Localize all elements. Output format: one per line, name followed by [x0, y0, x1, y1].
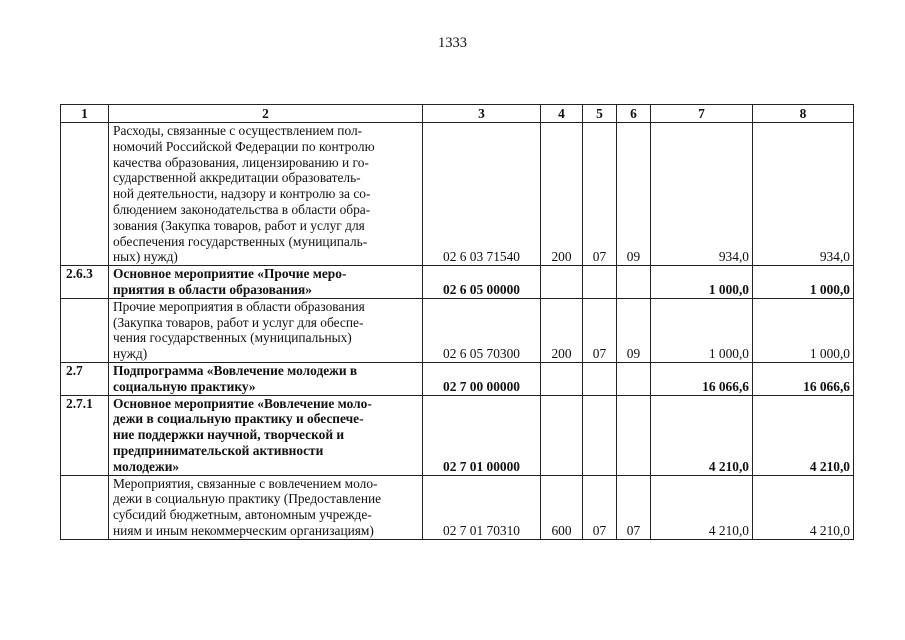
row-number: 2.6.3 — [61, 266, 109, 299]
table-row — [61, 123, 854, 266]
row-name — [109, 475, 423, 539]
name-line: качества образования, лицензированию и го- — [113, 154, 369, 170]
amount-col7: 4 210,0 — [651, 475, 753, 539]
amount-col7: 1 000,0 — [651, 298, 753, 362]
row-number — [61, 298, 109, 362]
name-line: дежи в социальную практику и обеспече- — [113, 411, 364, 427]
row-number: 2.7.1 — [61, 395, 109, 475]
header-cell: 6 — [617, 105, 651, 123]
name-line: молодежи» — [113, 458, 180, 474]
name-line: ной деятельности, надзору и контролю за со- — [113, 186, 371, 202]
name-line: социальную практику» — [113, 378, 256, 394]
section-code — [583, 395, 617, 475]
name-line: сударственной аккредитации образователь- — [113, 170, 361, 186]
amount-col7: 16 066,6 — [651, 362, 753, 395]
target-code: 02 7 00 00000 — [423, 362, 541, 395]
subsection-code: 09 — [617, 123, 651, 266]
name-line: номочий Российской Федерации по контролю — [113, 138, 375, 154]
table-row — [61, 475, 854, 539]
name-line: Основное мероприятие «Вовлечение моло- — [113, 395, 372, 411]
row-name — [109, 298, 423, 362]
amount-col7: 4 210,0 — [651, 395, 753, 475]
row-name — [109, 395, 423, 475]
name-line: Основное мероприятие «Прочие меро- — [113, 266, 347, 282]
amount-col8: 4 210,0 — [753, 395, 854, 475]
row-name — [109, 123, 423, 266]
name-line: Подпрограмма «Вовлечение молодежи в — [113, 362, 358, 378]
subsection-code — [617, 395, 651, 475]
name-line: дежи в социальную практику (Предоставление — [113, 491, 382, 507]
subsection-code: 09 — [617, 298, 651, 362]
table-row — [61, 298, 854, 362]
amount-col7: 1 000,0 — [651, 266, 753, 299]
header-cell: 3 — [423, 105, 541, 123]
row-name — [109, 266, 423, 299]
table-row — [61, 362, 854, 395]
amount-col8: 16 066,6 — [753, 362, 854, 395]
header-cell: 8 — [753, 105, 854, 123]
subsection-code — [617, 266, 651, 299]
name-line: ние поддержки научной, творческой и — [113, 427, 345, 443]
page-number: 1333 — [438, 35, 467, 51]
row-name — [109, 362, 423, 395]
table-row — [61, 266, 854, 299]
expense-type: 200 — [541, 298, 583, 362]
name-line: блюдением законодательства в области обра- — [113, 201, 371, 217]
amount-col8: 934,0 — [753, 123, 854, 266]
table-row — [61, 395, 854, 475]
name-line: чения государственных (муниципальных) — [113, 330, 352, 346]
budget-table — [60, 104, 854, 540]
target-code: 02 7 01 00000 — [423, 395, 541, 475]
expense-type — [541, 395, 583, 475]
name-line: (Закупка товаров, работ и услуг для обеспе- — [113, 314, 364, 330]
section-code: 07 — [583, 475, 617, 539]
amount-col8: 1 000,0 — [753, 266, 854, 299]
name-line: обеспечения государственных (муниципаль- — [113, 233, 368, 249]
row-number: 2.7 — [61, 362, 109, 395]
name-line: Расходы, связанные с осуществлением пол- — [113, 123, 363, 138]
header-cell: 1 — [61, 105, 109, 123]
expense-type — [541, 266, 583, 299]
header-cell: 5 — [583, 105, 617, 123]
target-code: 02 6 03 71540 — [423, 123, 541, 266]
target-code: 02 7 01 70310 — [423, 475, 541, 539]
expense-type — [541, 362, 583, 395]
subsection-code — [617, 362, 651, 395]
expense-type: 600 — [541, 475, 583, 539]
amount-col8: 1 000,0 — [753, 298, 854, 362]
expense-type: 200 — [541, 123, 583, 266]
section-code — [583, 266, 617, 299]
target-code: 02 6 05 00000 — [423, 266, 541, 299]
name-line: зования (Закупка товаров, работ и услуг для — [113, 217, 365, 233]
name-line: ниям и иным некоммерческим организациям) — [113, 522, 374, 538]
header-cell: 4 — [541, 105, 583, 123]
header-cell: 7 — [651, 105, 753, 123]
section-code: 07 — [583, 298, 617, 362]
target-code: 02 6 05 70300 — [423, 298, 541, 362]
section-code — [583, 362, 617, 395]
name-line: Мероприятия, связанные с вовлечением моло- — [113, 475, 378, 491]
row-number — [61, 123, 109, 266]
name-line: приятия в области образования» — [113, 281, 312, 297]
section-code: 07 — [583, 123, 617, 266]
amount-col8: 4 210,0 — [753, 475, 854, 539]
name-line: нужд) — [113, 346, 148, 362]
name-line: предпринимательской активности — [113, 442, 324, 458]
name-line: субсидий бюджетным, автономным учрежде- — [113, 507, 372, 523]
amount-col7: 934,0 — [651, 123, 753, 266]
row-number — [61, 475, 109, 539]
subsection-code: 07 — [617, 475, 651, 539]
name-line: Прочие мероприятия в области образования — [113, 298, 365, 314]
header-row — [61, 105, 854, 123]
name-line: ных) нужд) — [113, 249, 178, 265]
header-cell: 2 — [109, 105, 423, 123]
